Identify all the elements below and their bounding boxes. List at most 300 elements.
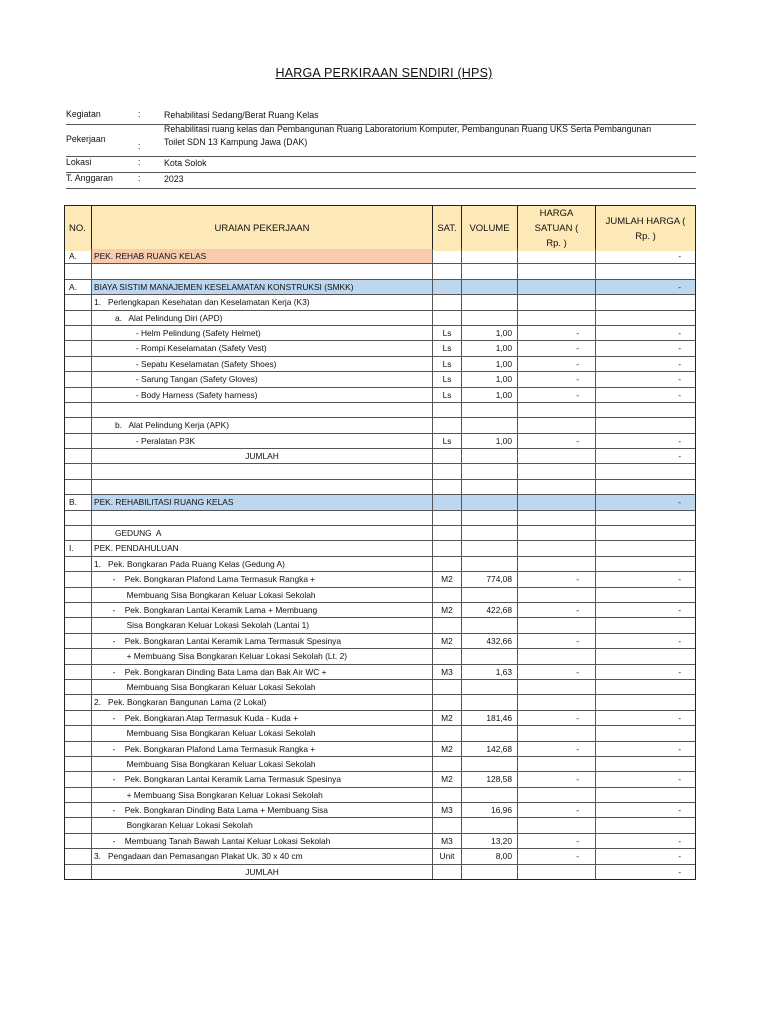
cell-uraian: - Body Harness (Safety harness) bbox=[92, 388, 433, 402]
page-title: HARGA PERKIRAAN SENDIRI (HPS) bbox=[275, 66, 493, 80]
header-sat: SAT. bbox=[433, 206, 462, 251]
info-label: Kegiatan bbox=[66, 109, 101, 119]
table-row bbox=[65, 618, 695, 633]
table-row bbox=[65, 757, 695, 772]
cell-uraian: PEK. REHAB RUANG KELAS bbox=[92, 249, 433, 263]
table-row bbox=[65, 403, 695, 418]
cell-satuan bbox=[433, 264, 462, 278]
cell-volume: 774,08 bbox=[462, 572, 518, 586]
cell-uraian: 3. Pengadaan dan Pemasangan Plakat Uk. 30 x 40 cm bbox=[92, 849, 433, 863]
cell-satuan: M2 bbox=[433, 711, 462, 725]
cell-harga-satuan: - bbox=[518, 742, 596, 756]
cell-jumlah-harga bbox=[596, 541, 695, 555]
cell-jumlah-harga: - bbox=[678, 866, 681, 877]
project-info bbox=[66, 109, 696, 189]
cell-uraian: Sisa Bongkaran Keluar Lokasi Sekolah (Lantai 1) bbox=[92, 618, 433, 632]
cell-volume: 16,96 bbox=[462, 803, 518, 817]
cell-satuan bbox=[433, 788, 462, 802]
cell-volume: 8,00 bbox=[462, 849, 518, 863]
table-row bbox=[65, 295, 695, 310]
cell-satuan bbox=[433, 495, 462, 509]
cell-volume: 1,00 bbox=[462, 341, 518, 355]
cell-uraian: - Pek. Bongkaran Dinding Bata Lama dan Bak Air WC + bbox=[92, 665, 433, 679]
cell-no bbox=[65, 403, 92, 417]
cell-satuan bbox=[433, 295, 462, 309]
cell-harga-satuan: - bbox=[518, 665, 596, 679]
cell-no bbox=[65, 264, 92, 278]
cell-volume bbox=[462, 249, 518, 263]
cell-satuan bbox=[433, 757, 462, 771]
cell-volume bbox=[462, 403, 518, 417]
cell-jumlah-harga bbox=[596, 695, 695, 709]
table-row bbox=[65, 557, 695, 572]
cell-harga-satuan: - bbox=[518, 572, 596, 586]
cell-uraian: - Pek. Bongkaran Lantai Keramik Lama Termasuk Spesinya bbox=[92, 634, 433, 648]
cell-uraian: JUMLAH bbox=[92, 449, 433, 463]
cell-no bbox=[65, 572, 92, 586]
cell-no bbox=[65, 449, 92, 463]
cell-volume bbox=[462, 526, 518, 540]
cell-harga-satuan bbox=[518, 865, 596, 879]
cell-satuan: Unit bbox=[433, 849, 462, 863]
cell-volume: 181,46 bbox=[462, 711, 518, 725]
cell-jumlah-harga bbox=[596, 511, 695, 525]
cell-jumlah-harga: - bbox=[596, 495, 695, 509]
cell-no bbox=[65, 480, 92, 494]
cell-uraian: 1. Pek. Bongkaran Pada Ruang Kelas (Gedung A) bbox=[92, 557, 433, 571]
cell-no bbox=[65, 526, 92, 540]
cell-no bbox=[65, 788, 92, 802]
cell-volume bbox=[462, 511, 518, 525]
cell-harga-satuan: - bbox=[518, 849, 596, 863]
cell-uraian: - Rompi Keselamatan (Safety Vest) bbox=[92, 341, 433, 355]
cell-no bbox=[65, 341, 92, 355]
cell-jumlah-harga: - bbox=[678, 451, 681, 462]
cell-uraian: Membuang Sisa Bongkaran Keluar Lokasi Sekolah bbox=[92, 588, 433, 602]
cell-no bbox=[65, 388, 92, 402]
cell-volume bbox=[462, 311, 518, 325]
cell-satuan: Ls bbox=[433, 434, 462, 448]
cell-volume bbox=[462, 480, 518, 494]
info-label: T. Anggaran bbox=[66, 173, 113, 183]
header-uraian: URAIAN PEKERJAAN bbox=[92, 206, 433, 251]
cell-harga-satuan bbox=[518, 480, 596, 494]
cell-jumlah-harga bbox=[596, 788, 695, 802]
cell-jumlah-harga: - bbox=[678, 327, 681, 338]
cell-uraian: - Helm Pelindung (Safety Helmet) bbox=[92, 326, 433, 340]
table-row bbox=[65, 634, 695, 649]
cell-uraian bbox=[92, 511, 433, 525]
info-row-pekerjaan bbox=[66, 125, 696, 157]
cell-jumlah-harga bbox=[596, 818, 695, 832]
cell-volume: 1,00 bbox=[462, 372, 518, 386]
cell-harga-satuan bbox=[518, 311, 596, 325]
cell-no bbox=[65, 357, 92, 371]
cell-harga-satuan: - bbox=[518, 711, 596, 725]
table-row bbox=[65, 849, 695, 864]
cell-jumlah-harga: - bbox=[678, 604, 681, 615]
info-value: Kota Solok bbox=[164, 158, 207, 168]
cell-harga-satuan bbox=[518, 726, 596, 740]
info-label: Pekerjaan bbox=[66, 134, 106, 144]
cell-no bbox=[65, 742, 92, 756]
cell-uraian: - Sarung Tangan (Safety Gloves) bbox=[92, 372, 433, 386]
cell-no bbox=[65, 557, 92, 571]
cell-no bbox=[65, 665, 92, 679]
cell-jumlah-harga bbox=[596, 403, 695, 417]
cell-satuan bbox=[433, 541, 462, 555]
cell-no bbox=[65, 464, 92, 478]
cell-volume bbox=[462, 264, 518, 278]
table-header bbox=[65, 206, 695, 249]
cell-jumlah-harga: - bbox=[678, 743, 681, 754]
table-row bbox=[65, 249, 695, 264]
cell-uraian bbox=[92, 480, 433, 494]
cell-volume: 1,00 bbox=[462, 388, 518, 402]
cell-satuan: M2 bbox=[433, 772, 462, 786]
cell-harga-satuan bbox=[518, 403, 596, 417]
cell-uraian: - Pek. Bongkaran Lantai Keramik Lama Termasuk Spesinya bbox=[92, 772, 433, 786]
cell-jumlah-harga: - bbox=[678, 251, 681, 261]
cell-no bbox=[65, 711, 92, 725]
cell-satuan bbox=[433, 280, 462, 294]
cell-harga-satuan: - bbox=[518, 434, 596, 448]
cell-harga-satuan bbox=[518, 449, 596, 463]
cell-volume bbox=[462, 649, 518, 663]
cell-satuan: Ls bbox=[433, 341, 462, 355]
table-row bbox=[65, 495, 695, 510]
cell-harga-satuan bbox=[518, 295, 596, 309]
cell-satuan bbox=[433, 618, 462, 632]
cell-satuan: M3 bbox=[433, 803, 462, 817]
cell-satuan: Ls bbox=[433, 357, 462, 371]
cell-uraian: - Pek. Bongkaran Atap Termasuk Kuda - Kuda + bbox=[92, 711, 433, 725]
info-colon: : bbox=[138, 157, 141, 167]
info-colon: : bbox=[138, 109, 141, 119]
cell-satuan bbox=[433, 588, 462, 602]
cell-volume bbox=[462, 464, 518, 478]
cell-volume bbox=[462, 695, 518, 709]
cell-jumlah-harga: - bbox=[678, 712, 681, 723]
cell-jumlah-harga bbox=[596, 649, 695, 663]
table-row bbox=[65, 311, 695, 326]
info-value: Rehabilitasi ruang kelas dan Pembangunan Ruang Laboratorium Komputer, Pembangunan Ruang UKS Serta Pembangunan Toilet SDN 13 Kampung Jawa (DAK) bbox=[164, 124, 652, 147]
table-row bbox=[65, 480, 695, 495]
cell-jumlah-harga bbox=[596, 480, 695, 494]
cell-no bbox=[65, 326, 92, 340]
table-row bbox=[65, 526, 695, 541]
cell-jumlah-harga: - bbox=[678, 635, 681, 646]
cell-harga-satuan bbox=[518, 464, 596, 478]
cell-harga-satuan bbox=[518, 557, 596, 571]
cell-uraian: Membuang Sisa Bongkaran Keluar Lokasi Sekolah bbox=[92, 680, 433, 694]
table-row bbox=[65, 388, 695, 403]
cell-satuan: M2 bbox=[433, 572, 462, 586]
cell-uraian: Bongkaran Keluar Lokasi Sekolah bbox=[92, 818, 433, 832]
cell-no bbox=[65, 618, 92, 632]
cell-no bbox=[65, 311, 92, 325]
cell-volume bbox=[462, 818, 518, 832]
table-row bbox=[65, 788, 695, 803]
table-row bbox=[65, 541, 695, 556]
cell-uraian: - Membuang Tanah Bawah Lantai Keluar Lokasi Sekolah bbox=[92, 834, 433, 848]
cell-no bbox=[65, 772, 92, 786]
cell-uraian bbox=[92, 464, 433, 478]
cell-no: A. bbox=[65, 249, 92, 263]
cell-uraian: - Pek. Bongkaran Dinding Bata Lama + Membuang Sisa bbox=[92, 803, 433, 817]
table-row bbox=[65, 280, 695, 295]
cell-jumlah-harga bbox=[596, 464, 695, 478]
cell-satuan bbox=[433, 865, 462, 879]
cell-harga-satuan bbox=[518, 264, 596, 278]
cell-uraian: - Peralatan P3K bbox=[92, 434, 433, 448]
cell-no bbox=[65, 603, 92, 617]
table-row bbox=[65, 711, 695, 726]
cell-no bbox=[65, 588, 92, 602]
cell-satuan bbox=[433, 818, 462, 832]
cell-harga-satuan bbox=[518, 249, 596, 263]
cell-uraian: 2. Pek. Bongkaran Bangunan Lama (2 Lokal) bbox=[92, 695, 433, 709]
cell-satuan: M2 bbox=[433, 742, 462, 756]
cell-satuan bbox=[433, 680, 462, 694]
cell-uraian bbox=[92, 403, 433, 417]
cell-harga-satuan bbox=[518, 618, 596, 632]
cell-jumlah-harga bbox=[596, 588, 695, 602]
cell-harga-satuan bbox=[518, 695, 596, 709]
cell-harga-satuan: - bbox=[518, 603, 596, 617]
cell-satuan bbox=[433, 649, 462, 663]
cell-harga-satuan bbox=[518, 526, 596, 540]
cell-no bbox=[65, 834, 92, 848]
cell-volume bbox=[462, 418, 518, 432]
cell-no: B. bbox=[65, 495, 92, 509]
cell-volume: 128,58 bbox=[462, 772, 518, 786]
cell-uraian: PEK. REHABILITASI RUANG KELAS bbox=[92, 495, 433, 509]
cell-no bbox=[65, 511, 92, 525]
table-row bbox=[65, 511, 695, 526]
cell-volume: 1,63 bbox=[462, 665, 518, 679]
cell-volume: 432,66 bbox=[462, 634, 518, 648]
info-label: Lokasi bbox=[66, 157, 92, 167]
cell-no bbox=[65, 634, 92, 648]
cell-jumlah-harga: - bbox=[678, 374, 681, 385]
cell-uraian: b. Alat Pelindung Kerja (APK) bbox=[92, 418, 433, 432]
table-row bbox=[65, 449, 695, 464]
cell-volume bbox=[462, 280, 518, 294]
table-row bbox=[65, 665, 695, 680]
table-row bbox=[65, 264, 695, 279]
cell-harga-satuan bbox=[518, 541, 596, 555]
cell-satuan: M3 bbox=[433, 834, 462, 848]
table-row bbox=[65, 418, 695, 433]
cell-jumlah-harga bbox=[596, 311, 695, 325]
cell-jumlah-harga bbox=[596, 264, 695, 278]
info-row-anggaran bbox=[66, 173, 696, 189]
cell-harga-satuan: - bbox=[518, 341, 596, 355]
cell-uraian: Membuang Sisa Bongkaran Keluar Lokasi Sekolah bbox=[92, 726, 433, 740]
cell-jumlah-harga bbox=[596, 618, 695, 632]
cell-satuan bbox=[433, 480, 462, 494]
cell-uraian: PEK. PENDAHULUAN bbox=[92, 541, 433, 555]
header-volume: VOLUME bbox=[462, 206, 518, 251]
table-row bbox=[65, 357, 695, 372]
cell-no bbox=[65, 849, 92, 863]
cell-volume bbox=[462, 726, 518, 740]
cell-jumlah-harga: - bbox=[596, 280, 695, 294]
cell-harga-satuan: - bbox=[518, 372, 596, 386]
cell-uraian: - Pek. Bongkaran Plafond Lama Termasuk Rangka + bbox=[92, 572, 433, 586]
cell-volume bbox=[462, 680, 518, 694]
hps-table bbox=[64, 205, 696, 880]
cell-no bbox=[65, 372, 92, 386]
table-row bbox=[65, 695, 695, 710]
info-value: 2023 bbox=[164, 174, 184, 184]
cell-satuan: Ls bbox=[433, 372, 462, 386]
cell-satuan bbox=[433, 418, 462, 432]
cell-jumlah-harga: - bbox=[678, 358, 681, 369]
cell-satuan bbox=[433, 449, 462, 463]
table-row bbox=[65, 680, 695, 695]
cell-volume: 422,68 bbox=[462, 603, 518, 617]
cell-satuan bbox=[433, 311, 462, 325]
cell-harga-satuan: - bbox=[518, 357, 596, 371]
cell-volume bbox=[462, 618, 518, 632]
cell-jumlah-harga bbox=[596, 526, 695, 540]
cell-harga-satuan bbox=[518, 418, 596, 432]
table-row bbox=[65, 742, 695, 757]
cell-satuan: M3 bbox=[433, 665, 462, 679]
cell-harga-satuan bbox=[518, 818, 596, 832]
table-row bbox=[65, 818, 695, 833]
cell-harga-satuan: - bbox=[518, 634, 596, 648]
cell-uraian: BIAYA SISTIM MANAJEMEN KESELAMATAN KONSTRUKSI (SMKK) bbox=[92, 280, 433, 294]
cell-jumlah-harga: - bbox=[678, 389, 681, 400]
cell-satuan: Ls bbox=[433, 326, 462, 340]
table-row bbox=[65, 464, 695, 479]
cell-volume: 1,00 bbox=[462, 434, 518, 448]
cell-harga-satuan bbox=[518, 649, 596, 663]
cell-jumlah-harga bbox=[596, 757, 695, 771]
header-jumlah-harga: JUMLAH HARGA ( Rp. ) bbox=[596, 206, 695, 251]
cell-volume bbox=[462, 541, 518, 555]
table-row bbox=[65, 326, 695, 341]
cell-satuan bbox=[433, 726, 462, 740]
cell-harga-satuan: - bbox=[518, 388, 596, 402]
cell-jumlah-harga bbox=[596, 295, 695, 309]
cell-uraian: a. Alat Pelindung Diri (APD) bbox=[92, 311, 433, 325]
cell-no bbox=[65, 803, 92, 817]
cell-jumlah-harga: - bbox=[678, 805, 681, 816]
cell-jumlah-harga bbox=[596, 557, 695, 571]
cell-jumlah-harga: - bbox=[678, 835, 681, 846]
table-row bbox=[65, 588, 695, 603]
cell-satuan bbox=[433, 511, 462, 525]
cell-no bbox=[65, 757, 92, 771]
cell-satuan bbox=[433, 249, 462, 263]
table-row bbox=[65, 865, 695, 879]
cell-volume: 1,00 bbox=[462, 326, 518, 340]
info-colon: : bbox=[138, 141, 141, 151]
cell-harga-satuan bbox=[518, 495, 596, 509]
cell-harga-satuan bbox=[518, 788, 596, 802]
cell-jumlah-harga: - bbox=[678, 435, 681, 446]
cell-volume bbox=[462, 588, 518, 602]
info-colon: : bbox=[138, 173, 141, 183]
table-row bbox=[65, 803, 695, 818]
table-row bbox=[65, 603, 695, 618]
cell-harga-satuan: - bbox=[518, 772, 596, 786]
cell-satuan bbox=[433, 403, 462, 417]
header-no: NO. bbox=[65, 206, 92, 251]
table-row bbox=[65, 341, 695, 356]
cell-no bbox=[65, 434, 92, 448]
header-harga-satuan: HARGA SATUAN ( Rp. ) bbox=[518, 206, 596, 251]
cell-uraian: Membuang Sisa Bongkaran Keluar Lokasi Sekolah bbox=[92, 757, 433, 771]
cell-harga-satuan bbox=[518, 511, 596, 525]
cell-uraian: - Sepatu Keselamatan (Safety Shoes) bbox=[92, 357, 433, 371]
table-row bbox=[65, 372, 695, 387]
cell-uraian: + Membuang Sisa Bongkaran Keluar Lokasi Sekolah (Lt. 2) bbox=[92, 649, 433, 663]
cell-no bbox=[65, 695, 92, 709]
cell-volume bbox=[462, 295, 518, 309]
cell-harga-satuan: - bbox=[518, 834, 596, 848]
info-value: Rehabilitasi Sedang/Berat Ruang Kelas bbox=[164, 110, 319, 120]
cell-uraian bbox=[92, 264, 433, 278]
cell-no bbox=[65, 726, 92, 740]
table-row bbox=[65, 834, 695, 849]
cell-volume bbox=[462, 788, 518, 802]
cell-uraian: JUMLAH bbox=[92, 865, 433, 879]
cell-uraian: + Membuang Sisa Bongkaran Keluar Lokasi Sekolah bbox=[92, 788, 433, 802]
cell-volume: 142,68 bbox=[462, 742, 518, 756]
cell-satuan bbox=[433, 464, 462, 478]
cell-no bbox=[65, 680, 92, 694]
cell-no bbox=[65, 418, 92, 432]
cell-volume bbox=[462, 757, 518, 771]
cell-volume: 13,20 bbox=[462, 834, 518, 848]
cell-no bbox=[65, 865, 92, 879]
cell-satuan: Ls bbox=[433, 388, 462, 402]
table-row bbox=[65, 649, 695, 664]
table-body bbox=[65, 249, 695, 879]
info-row-lokasi bbox=[66, 157, 696, 173]
cell-jumlah-harga bbox=[596, 418, 695, 432]
cell-jumlah-harga: - bbox=[678, 343, 681, 354]
cell-uraian: GEDUNG A bbox=[92, 526, 433, 540]
table-row bbox=[65, 572, 695, 587]
cell-jumlah-harga: - bbox=[678, 851, 681, 862]
cell-volume: 1,00 bbox=[462, 357, 518, 371]
cell-jumlah-harga: - bbox=[678, 666, 681, 677]
cell-jumlah-harga: - bbox=[678, 574, 681, 585]
cell-volume bbox=[462, 449, 518, 463]
cell-volume bbox=[462, 865, 518, 879]
cell-volume bbox=[462, 495, 518, 509]
cell-no: I. bbox=[65, 541, 92, 555]
cell-harga-satuan bbox=[518, 757, 596, 771]
cell-harga-satuan bbox=[518, 680, 596, 694]
cell-satuan bbox=[433, 526, 462, 540]
cell-satuan: M2 bbox=[433, 603, 462, 617]
cell-jumlah-harga bbox=[596, 680, 695, 694]
cell-no bbox=[65, 295, 92, 309]
cell-jumlah-harga: - bbox=[678, 774, 681, 785]
cell-satuan bbox=[433, 695, 462, 709]
cell-harga-satuan bbox=[518, 280, 596, 294]
cell-uraian: - Pek. Bongkaran Plafond Lama Termasuk Rangka + bbox=[92, 742, 433, 756]
cell-harga-satuan: - bbox=[518, 803, 596, 817]
cell-satuan bbox=[433, 557, 462, 571]
